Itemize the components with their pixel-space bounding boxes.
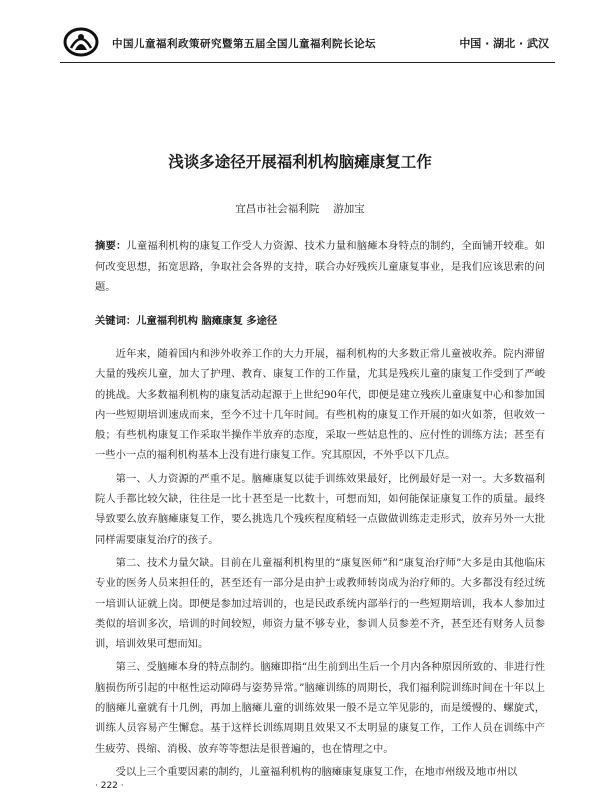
author-line bbox=[0, 201, 600, 216]
body-paragraph: 近年来，随着国内和涉外收养工作的大力开展，福利机构的大多数正常儿童被收养。院内滞留大量的残疾儿童，加大了护理、教育、康复工作的工作量，尤其是残疾儿童的康复工作受到了严峻的挑战。大多数福利机构的康复活动起源于上世纪90年代，即便是建立残疾儿童康复中心和参加国内一些短期培训速成而来，至今不过十几年时间。有些机构的康复工作开展的如火如荼，但收效一般；有些机构康复工作采取半操作半放弃的态度，采取一些姑息性的、应付性的训练方法；甚至有一些小一点的福利机构基本上没有进行康复工作。究其原因，不外乎以下几点。 bbox=[95, 348, 545, 462]
author-affiliation: 宜昌市社会福利院 bbox=[235, 203, 320, 215]
abstract-text: 儿童福利机构的康复工作受人力资源、技术力量和脑瘫本身特点的制约，全面铺开较难。如何改变思想，拓宽思路，争取社会各界的支持，联合办好残疾儿童康复事业，是我们应该思索的问题。 bbox=[95, 240, 546, 293]
page-header bbox=[60, 24, 555, 63]
body-paragraph: 第一、人力资源的严重不足。脑瘫康复以徒手训练效果最好，比例最好是一对一。大多数福利院人手都比较欠缺，往往是一比十甚至是一比数十，可想而知，如何能保证康复工作的质量。最终导致要么放弃脑瘫康复工作，要么挑选几个残疾程度稍轻一点做做训练走走形式，放弃另外一大批同样需要康复治疗的孩子。 bbox=[95, 472, 545, 546]
conference-title: 中国儿童福利政策研究暨第五届全国儿童福利院长论坛 bbox=[112, 38, 376, 50]
body-paragraph: 第三、受脑瘫本身的特点制约。脑瘫即指“出生前到出生后一个月内各种原因所致的、非进行性脑损伤所引起的中枢性运动障碍与姿势异常。”脑瘫训练的周期长，我们福利院训练时间在十年以上的脑瘫儿童就有十几例，再加上脑瘫儿童的训练效果一般不是立竿见影的，而是缓慢的、螺旋式，训练人员容易产生懈怠。基于这样长训练周期且效果又不太明显的康复工作，工作人员在训练中产生疲劳、畏缩、消极、放弃等等想法是很普遍的，也在情理之中。 bbox=[95, 661, 545, 755]
abstract bbox=[95, 236, 545, 298]
keywords bbox=[95, 312, 545, 327]
body-paragraph: 受以上三个重要因素的制约，儿童福利机构的脑瘫康复康复工作，在地市州级及地市州以 bbox=[115, 765, 518, 778]
abstract-label: 摘要： bbox=[95, 240, 127, 252]
keywords-text: 儿童福利机构 脑瘫康复 多途径 bbox=[136, 315, 278, 327]
author-name: 游加宝 bbox=[333, 203, 365, 215]
conference-logo-icon bbox=[62, 26, 100, 58]
keywords-label: 关键词： bbox=[95, 315, 137, 327]
conference-location: 中国 · 湖北 · 武汉 bbox=[459, 37, 549, 50]
body-paragraph: 第二、技术力量欠缺。目前在儿童福利机构里的“康复医师”和“康复治疗师”大多是由其他临床专业的医务人员来担任的，甚至还有一部分是由护士或教师转岗成为治疗师的。大多都没有经过统一培训认证就上岗。即便是参加过培训的，也是民政系统内部举行的一些短期培训，我本人参加过类似的培训多次，培训的时间较短，师资力量不够专业，参训人员参差不齐，甚至还有财务人员参训，培训效果可想而知。 bbox=[95, 556, 545, 651]
article-title: 浅谈多途径开展福利机构脑瘫康复工作 bbox=[168, 153, 432, 171]
article-body bbox=[95, 344, 545, 785]
page-number: · 222 · bbox=[95, 781, 124, 791]
